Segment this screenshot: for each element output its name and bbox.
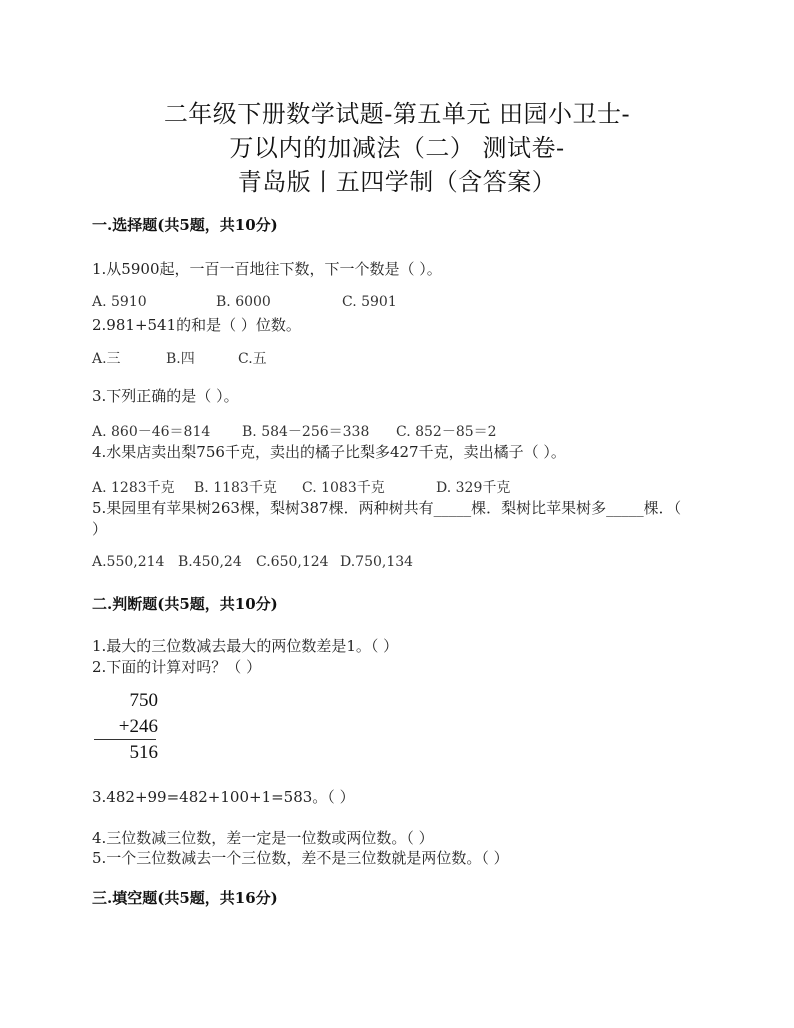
calc-sum-line [94, 739, 156, 740]
calc-addend-top: 750 [129, 690, 158, 711]
question-2-3: 3.482+99=482+100+1=583。（ ） [92, 788, 355, 806]
q1-5-option-c: C.650,124 [256, 554, 329, 570]
q1-1-option-c: C. 5901 [342, 294, 397, 310]
page-title-line3: 青岛版丨五四学制（含答案） [237, 168, 557, 196]
section-heading-judgement: 二.判断题(共5题，共10分) [92, 595, 278, 613]
q1-4-option-d: D. 329千克 [436, 480, 511, 496]
question-1-2: 2.981+541的和是（ ）位数。 [92, 316, 301, 334]
q1-4-option-a: A. 1283千克 [92, 480, 175, 496]
q1-2-option-b: B.四 [166, 351, 195, 367]
q1-3-option-c: C. 852－85＝2 [396, 424, 497, 440]
calc-addend-bottom: +246 [118, 716, 158, 737]
q1-3-option-a: A. 860－46＝814 [92, 424, 211, 440]
q1-2-option-c: C.五 [238, 351, 267, 367]
question-1-3: 3.下列正确的是（ ）。 [92, 387, 239, 405]
question-2-1: 1.最大的三位数减去最大的两位数差是1。（ ） [92, 637, 399, 655]
question-1-4: 4.水果店卖出梨756千克，卖出的橘子比梨多427千克，卖出橘子（ ）。 [92, 443, 566, 461]
page-title-line2: 万以内的加减法（二） 测试卷- [229, 134, 565, 162]
q1-1-option-a: A. 5910 [92, 294, 147, 310]
question-2-5: 5.一个三位数减去一个三位数，差不是三位数就是两位数。（ ） [92, 849, 509, 867]
question-2-4: 4.三位数减三位数，差一定是一位数或两位数。（ ） [92, 829, 434, 847]
q1-5-option-a: A.550,214 [92, 554, 165, 570]
section-heading-fill-blank: 三.填空题(共5题，共16分) [92, 889, 278, 907]
q1-5-option-b: B.450,24 [178, 554, 242, 570]
q1-5-option-d: D.750,134 [340, 554, 414, 570]
q1-2-option-a: A.三 [92, 351, 121, 367]
q1-1-option-b: B. 6000 [216, 294, 271, 310]
question-1-1: 1.从5900起，一百一百地往下数，下一个数是（ ）。 [92, 260, 442, 278]
q1-4-option-b: B. 1183千克 [194, 480, 277, 496]
question-1-5-cont: ） [92, 520, 108, 538]
calc-result: 516 [129, 742, 158, 763]
q1-3-option-b: B. 584－256＝338 [242, 424, 370, 440]
page-title-line1: 二年级下册数学试题-第五单元 田园小卫士- [163, 100, 631, 128]
q1-4-option-c: C. 1083千克 [302, 480, 385, 496]
section-heading-choice: 一.选择题(共5题，共10分) [92, 216, 278, 234]
question-2-2: 2.下面的计算对吗？（ ） [92, 658, 262, 676]
question-1-5: 5.果园里有苹果树263棵，梨树387棵．两种树共有_____棵．梨树比苹果树多_____棵．（ [92, 499, 682, 517]
